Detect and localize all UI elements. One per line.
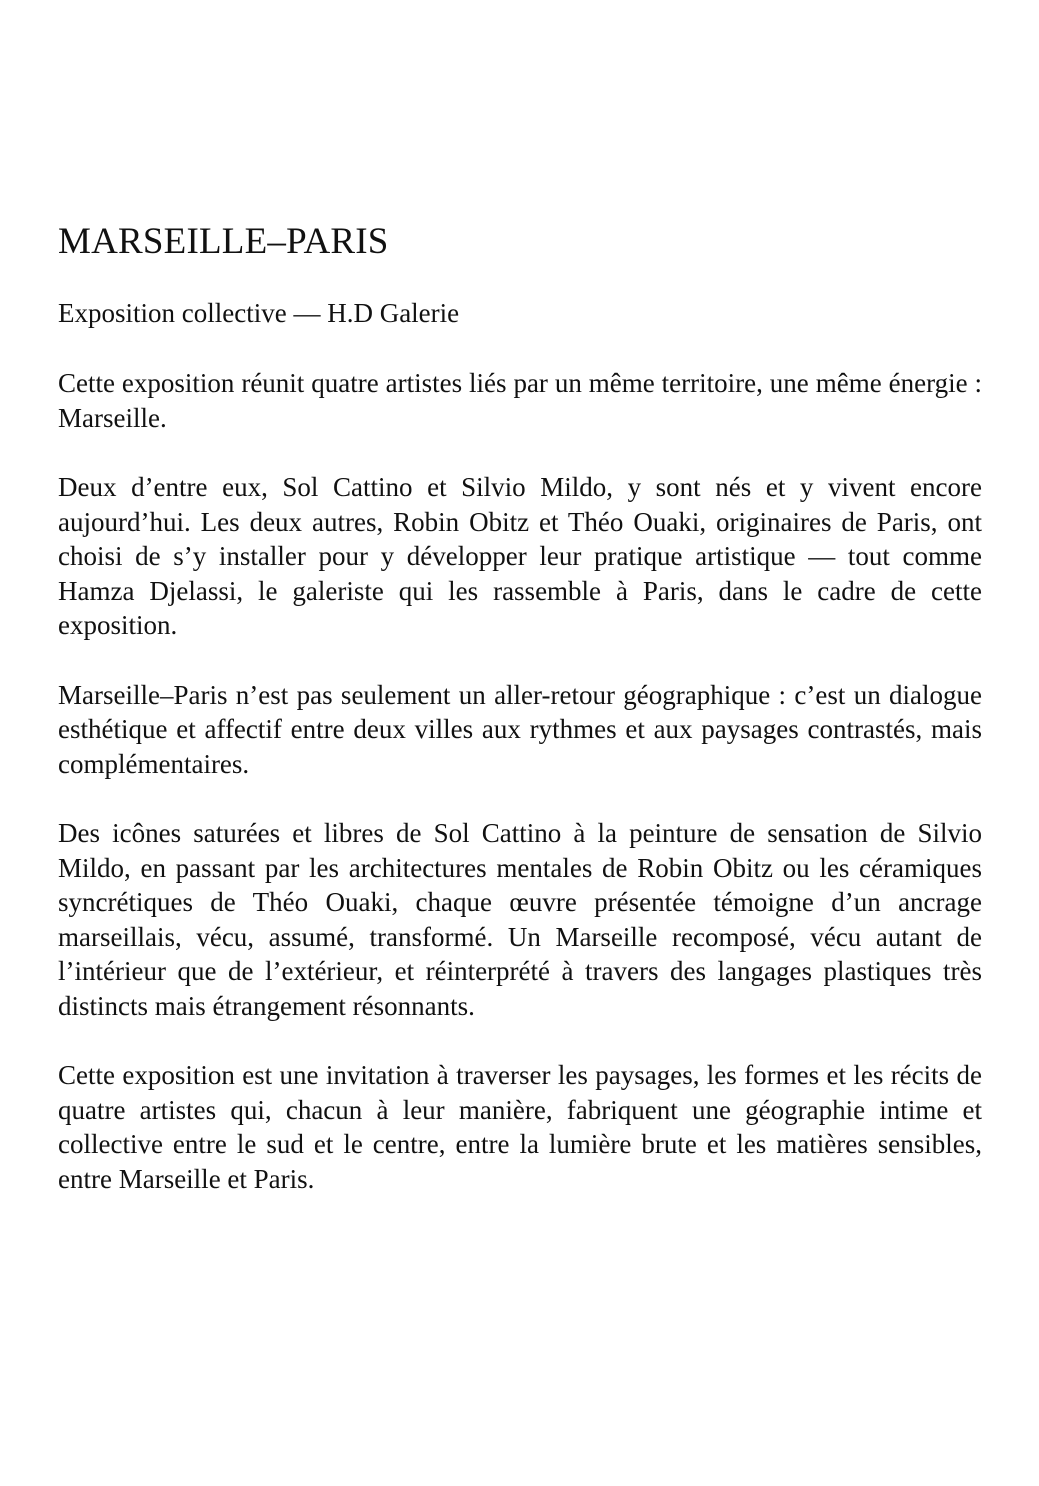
- document-page: [58, 222, 982, 1231]
- page-subtitle: Exposition collective — H.D Galerie: [58, 298, 460, 328]
- paragraph-artists: Deux d’entre eux, Sol Cattino et Silvio Mildo, y sont nés et y vivent encore aujourd’hui. Les deux autres, Robin Obitz et Théo Ouaki, originaires de Paris, ont choisi de s’y installer pour y développer leur pratique artistique — tout comme Hamza Djelassi, le galeriste qui les rassemble à Paris, dans le cadre de cette exposition.: [58, 472, 982, 640]
- page-title: MARSEILLE–PARIS: [58, 221, 389, 262]
- paragraph-dialogue: Marseille–Paris n’est pas seulement un aller-retour géographique : c’est un dialogue esthétique et affectif entre deux villes aux rythmes et aux paysages contrastés, mais complémentaires.: [58, 679, 982, 779]
- paragraph-intro: Cette exposition réunit quatre artistes liés par un même territoire, une même énergie : Marseille.: [58, 368, 982, 433]
- paragraph-invitation: Cette exposition est une invitation à traverser les paysages, les formes et les récits de quatre artistes qui, chacun à leur manière, fabriquent une géographie intime et collective entre le sud et le centre, entre la lumière brute et les matières sensibles, entre Marseille et Paris.: [58, 1060, 982, 1194]
- paragraph-works: Des icônes saturées et libres de Sol Cattino à la peinture de sensation de Silvio Mildo, en passant par les architectures mentales de Robin Obitz ou les céramiques syncrétiques de Théo Ouaki, chaque œuvre présentée témoigne d’un ancrage marseillais, vécu, assumé, transformé. Un Marseille recomposé, vécu autant de l’intérieur que de l’extérieur, et réinterprété à travers des langages plastiques très distincts mais étrangement résonnants.: [58, 818, 982, 1021]
